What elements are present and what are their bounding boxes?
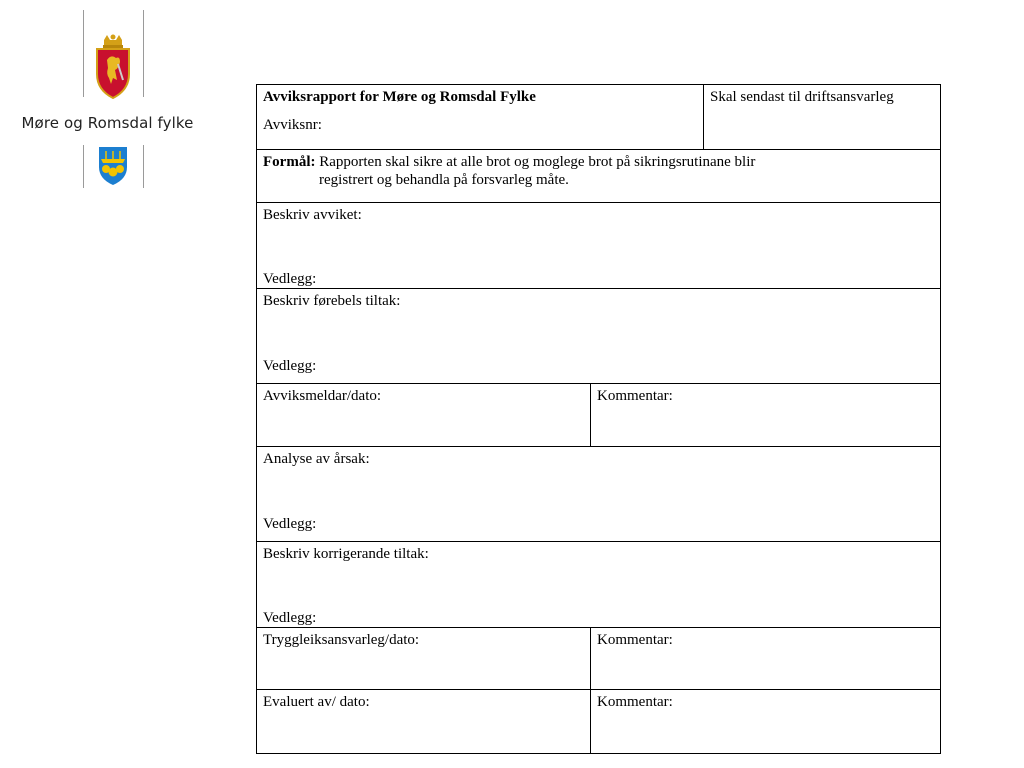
county-coat-of-arms-icon [97,145,129,187]
recipient-note-text: Skal sendast til driftsansvarleg [710,89,894,105]
evaluated-by-row [257,690,940,753]
describe-deviation-label: Beskriv avviket: [263,207,362,223]
county-logo [0,0,215,195]
comment-field[interactable] [590,690,940,753]
describe-deviation-cell[interactable] [257,203,940,288]
preliminary-measures-label: Beskriv førebels tiltak: [263,293,401,309]
reporter-date-field[interactable] [257,384,590,446]
divider [143,10,144,97]
cause-analysis-cell[interactable] [257,447,940,541]
comment-label: Kommentar: [597,388,673,404]
national-coat-of-arms-icon [93,34,133,100]
corrective-measures-cell[interactable] [257,542,940,627]
attachment-label: Vedlegg: [263,610,317,626]
title-cell [257,85,703,149]
divider [83,145,84,188]
preliminary-measures-cell[interactable] [257,289,940,383]
purpose-cell [257,150,940,202]
evaluated-by-date-label: Evaluert av/ dato: [263,694,370,710]
corrective-measures-row[interactable] [257,542,940,628]
purpose-row [257,150,940,203]
recipient-note [703,85,940,149]
purpose-text-line1: Rapporten skal sikre at alle brot og moglege brot på sikringsrutinane blir [319,154,756,170]
comment-label: Kommentar: [597,632,673,648]
security-officer-date-label: Tryggleiksansvarleg/dato: [263,632,420,648]
preliminary-measures-row[interactable] [257,289,940,384]
corrective-measures-label: Beskriv korrigerande tiltak: [263,546,429,562]
comment-label: Kommentar: [597,694,673,710]
form-title: Avviksrapport for Møre og Romsdal Fylke [263,89,536,105]
evaluated-by-date-field[interactable] [257,690,590,753]
security-officer-row [257,628,940,690]
deviation-report-form [256,84,941,754]
comment-field[interactable] [590,628,940,689]
cause-analysis-label: Analyse av årsak: [263,451,370,467]
attachment-label: Vedlegg: [263,516,317,532]
purpose-label: Formål: [263,154,316,170]
divider [83,10,84,97]
title-row [257,85,940,150]
organization-name: Møre og Romsdal fylke [21,114,194,132]
cause-analysis-row[interactable] [257,447,940,542]
comment-field[interactable] [590,384,940,446]
reporter-date-label: Avviksmeldar/dato: [263,388,382,404]
describe-deviation-row[interactable] [257,203,940,289]
security-officer-date-field[interactable] [257,628,590,689]
divider [143,145,144,188]
purpose-text-line2: registrert og behandla på forsvarleg måte. [319,172,569,188]
case-number-field[interactable]: Avviksnr: [263,117,322,133]
attachment-label: Vedlegg: [263,358,317,374]
attachment-label: Vedlegg: [263,271,317,287]
reporter-row [257,384,940,447]
